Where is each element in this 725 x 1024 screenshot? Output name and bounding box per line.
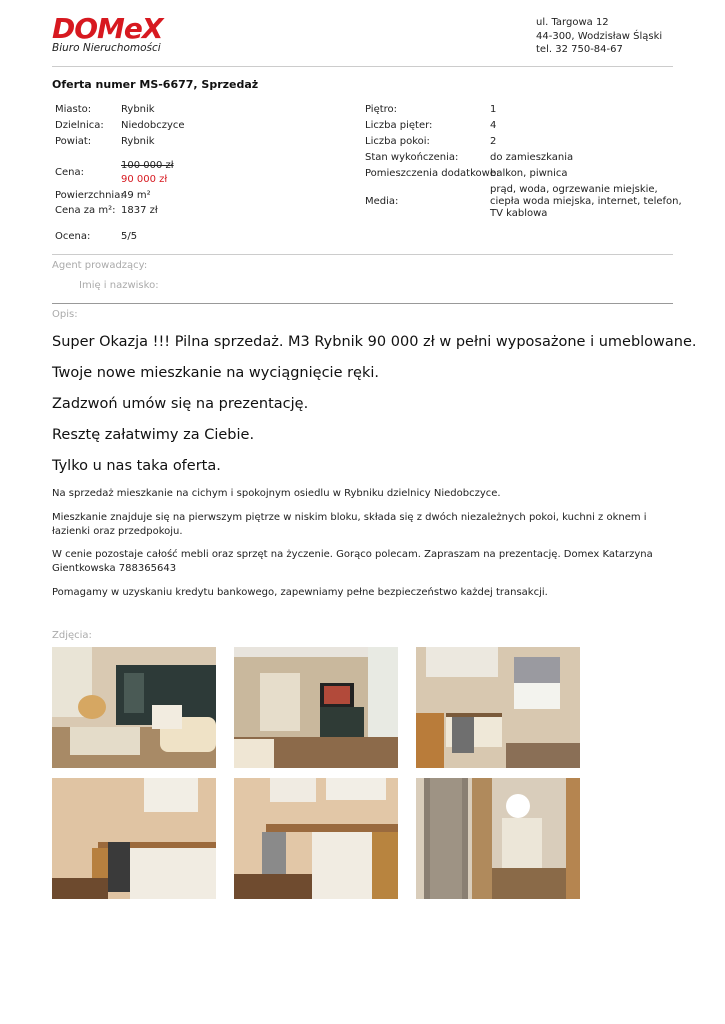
description-paragraph: Mieszkanie znajduje się na pierwszym piętrze w niskim bloku, składa się z dwóch niezależnych pokoi, kuchni z oknem i łazienki oraz przedpokoju. (52, 512, 647, 537)
address-street: ul. Targowa 12 (536, 17, 609, 28)
brand-tagline: Biuro Nieruchomości (52, 42, 161, 54)
price-label: Cena: (55, 167, 84, 178)
description-headline: Super Okazja !!! Pilna sprzedaż. M3 Rybnik 90 000 zł w pełni wyposażone i umeblowane. (52, 334, 697, 350)
header-divider (52, 66, 673, 67)
agent-divider (52, 303, 673, 304)
agent-name-label: Imię i nazwisko: (79, 280, 159, 291)
description-headline: Tylko u nas taka oferta. (52, 458, 221, 474)
hallway-door-photo[interactable] (416, 778, 580, 899)
description-headline: Resztę załatwimy za Ciebie. (52, 427, 255, 443)
kitchen-window-photo[interactable] (416, 647, 580, 768)
offer-details-left (55, 104, 355, 254)
district-label: Dzielnica: (55, 120, 104, 131)
rating-value: 5/5 (121, 231, 138, 242)
price-m2-value: 1837 zł (121, 205, 158, 216)
agent-section-label: Agent prowadzący: (52, 260, 148, 271)
address-city: 44-300, Wodzisław Śląski (536, 30, 663, 42)
floors-label: Liczba pięter: (365, 120, 433, 131)
offer-title: Oferta numer MS-6677, Sprzedaż (52, 78, 259, 91)
rooms-value: 2 (490, 136, 497, 147)
living-room-photo[interactable] (52, 647, 216, 768)
extra-rooms-label: Pomieszczenia dodatkowe: (365, 168, 500, 179)
area-label: Powierzchnia: (55, 190, 124, 201)
media-value (490, 184, 682, 220)
description-paragraph: Na sprzedaż mieszkanie na cichym i spokojnym osiedlu w Rybniku dzielnicy Niedobczyce. (52, 488, 501, 499)
area-value: 49 m² (121, 190, 151, 201)
district-value: Niedobczyce (121, 120, 185, 131)
brand-name: DOMeX (52, 12, 163, 45)
media-line: TV kablowa (490, 208, 548, 219)
extra-rooms-value: balkon, piwnica (490, 168, 568, 179)
living-room-tv-photo[interactable] (234, 647, 398, 768)
city-label: Miasto: (55, 104, 92, 115)
description-headline: Twoje nowe mieszkanie na wyciągnięcie ręki. (52, 365, 380, 381)
media-line: ciepła woda miejska, internet, telefon, (490, 196, 682, 207)
description-paragraph: W cenie pozostaje całość mebli oraz sprzęt na życzenie. Gorąco polecam. Zapraszam na prezentację. Domex Katarzyna Gientkowska 788365643 (52, 549, 653, 574)
rooms-label: Liczba pokoi: (365, 136, 430, 147)
kitchen-stove-photo[interactable] (234, 778, 398, 899)
city-value: Rybnik (121, 104, 155, 115)
description-paragraph: Pomagamy w uzyskaniu kredytu bankowego, zapewniamy pełne bezpieczeństwo każdej transakcji. (52, 587, 548, 598)
media-label: Media: (365, 196, 399, 207)
price-new: 90 000 zł (121, 174, 168, 185)
price-old: 100 000 zł (121, 160, 174, 171)
address-phone: tel. 32 750-84-67 (536, 44, 623, 55)
description-headline: Zadzwoń umów się na prezentację. (52, 396, 309, 412)
photos-section-label: Zdjęcia: (52, 630, 92, 641)
details-divider (52, 254, 673, 255)
floor-value: 1 (490, 104, 497, 115)
rating-label: Ocena: (55, 231, 91, 242)
floors-value: 4 (490, 120, 497, 131)
price-m2-label: Cena za m²: (55, 205, 116, 216)
county-value: Rybnik (121, 136, 155, 147)
state-label: Stan wykończenia: (365, 152, 459, 163)
state-value: do zamieszkania (490, 152, 574, 163)
description-section-label: Opis: (52, 309, 78, 320)
offer-details-right (365, 104, 682, 224)
county-label: Powiat: (55, 136, 92, 147)
floor-label: Piętro: (365, 104, 398, 115)
logo (52, 14, 163, 54)
kitchen-cabinets-photo[interactable] (52, 778, 216, 899)
agency-address (536, 16, 662, 57)
media-line: prąd, woda, ogrzewanie miejskie, (490, 184, 658, 195)
